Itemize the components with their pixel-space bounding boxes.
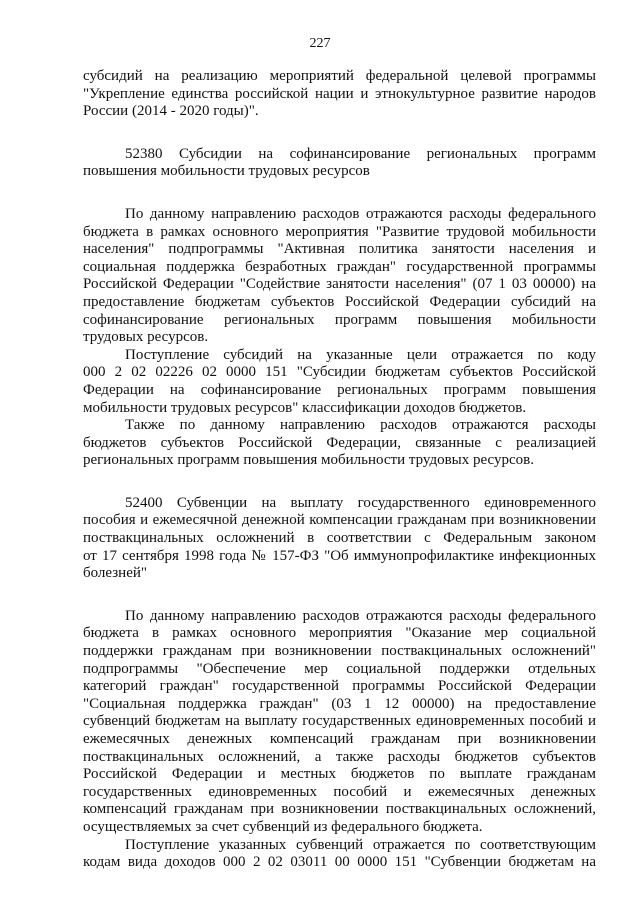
text-line: региональных программ повышения мобильности трудовых ресурсов. xyxy=(83,452,534,469)
text-line: бюджета в рамках основного мероприятия "Развитие трудовой мобильности xyxy=(83,223,596,240)
text-line: повышения мобильности трудовых ресурсов xyxy=(83,163,370,180)
text-line: бюджета в рамках основного мероприятия "Оказание мер социальной xyxy=(83,625,596,642)
text-line: 52380 Субсидии на софинансирование региональных программ xyxy=(125,145,596,162)
text-line: Также по данному направлению расходов отражаются расходы xyxy=(125,417,596,434)
paragraph xyxy=(83,837,596,872)
text-line: от 17 сентября 1998 года № 157-ФЗ "Об иммунопрофилактике инфекционных xyxy=(83,547,596,564)
text-line: пособия и ежемесячной денежной компенсации гражданам при возникновении xyxy=(83,512,596,529)
text-line: категорий граждан" государственной программы Российской Федерации xyxy=(83,678,596,695)
text-line: По данному направлению расходов отражаются расходы федерального xyxy=(125,205,596,222)
text-line: софинансирование региональных программ повышения мобильности xyxy=(83,311,596,328)
text-line: подпрограммы "Обеспечение мер социальной поддержки отдельных xyxy=(83,660,596,677)
section-heading-52380 xyxy=(83,146,596,181)
text-line: Поступление указанных субвенций отражается по соответствующим xyxy=(125,836,596,853)
text-line: субвенций бюджетам на выплату государственных единовременных пособий и xyxy=(83,713,596,730)
text-line: компенсаций гражданам при возникновении поствакцинальных осложнений, xyxy=(83,801,596,818)
text-line: населения" подпрограммы "Активная политика занятости населения и xyxy=(83,241,596,258)
text-line: поддержки гражданам при возникновении поствакцинальных осложнений" xyxy=(83,643,596,660)
text-line: поствакцинальных осложнений в соответствии с Федеральным законом xyxy=(83,530,596,547)
text-line: Федерации на софинансирование региональных программ повышения xyxy=(83,381,596,398)
text-line: По данному направлению расходов отражаются расходы федерального xyxy=(125,607,596,624)
text-line: "Социальная поддержка граждан" (03 1 12 00000) на предоставление xyxy=(83,695,596,712)
text-line: социальная поддержка безработных граждан" государственной программы xyxy=(83,258,596,275)
document-body xyxy=(83,68,596,872)
paragraph xyxy=(83,206,596,347)
text-line: поствакцинальных осложнений, а также расходы бюджетов субъектов xyxy=(83,748,596,765)
text-line: ежемесячных денежных компенсаций гражданам при возникновении xyxy=(83,731,596,747)
paragraph xyxy=(83,417,596,470)
page-number: 227 xyxy=(309,36,331,51)
text-line: Российской Федерации и местных бюджетов по выплате гражданам xyxy=(83,766,596,783)
text-line: государственных единовременных пособий и ежемесячных денежных xyxy=(83,783,596,800)
text-line: 000 2 02 02226 02 0000 151 "Субсидии бюджетам субъектов Российской xyxy=(83,364,596,381)
text-line: Поступление субсидий на указанные цели отражается по коду xyxy=(125,346,596,363)
text-line: предоставление бюджетам субъектов Российской Федерации субсидий на xyxy=(83,293,596,310)
paragraph xyxy=(83,347,596,417)
text-line: "Укрепление единства российской нации и этнокультурное развитие народов xyxy=(83,85,596,102)
section-heading-52400 xyxy=(83,495,596,583)
text-line: субсидий на реализацию мероприятий федеральной целевой программы xyxy=(83,68,596,84)
text-line: мобильности трудовых ресурсов" классификации доходов бюджетов. xyxy=(83,399,527,416)
text-line: Российской Федерации "Содействие занятости населения" (07 1 03 00000) на xyxy=(83,276,596,293)
text-line: бюджетов субъектов Российской Федерации, связанные с реализацией xyxy=(83,434,596,451)
text-line: кодам вида доходов 000 2 02 03011 00 0000 151 "Субвенции бюджетам на xyxy=(83,854,596,871)
text-line: трудовых ресурсов. xyxy=(83,329,209,346)
text-line: 52400 Субвенции на выплату государственного единовременного xyxy=(125,494,596,511)
paragraph-continuation xyxy=(83,68,596,121)
text-line: болезней" xyxy=(83,565,148,582)
text-line: России (2014 - 2020 годы)". xyxy=(83,103,259,120)
paragraph xyxy=(83,608,596,837)
text-line: осуществляемых за счет субвенций из федерального бюджета. xyxy=(83,818,483,835)
